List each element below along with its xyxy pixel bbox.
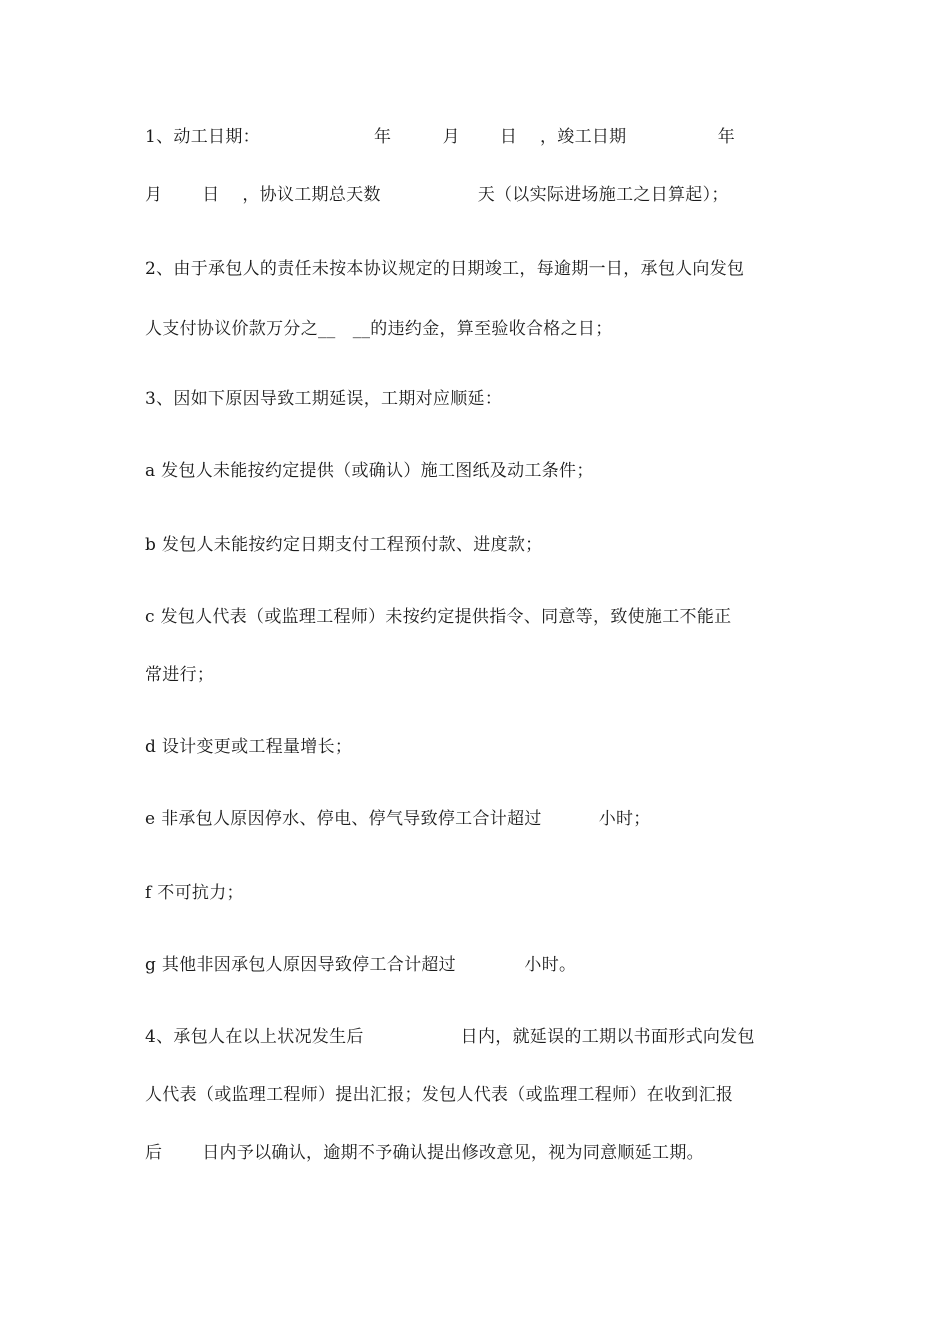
clause-2-line-1: 2、由于承包人的责任未按本协议规定的日期竣工，每逾期一日，承包人向发包 <box>145 259 745 279</box>
clause-3-item-f: f 不可抗力； <box>145 883 244 903</box>
clause-3-item-d: d 设计变更或工程量增长； <box>145 737 353 757</box>
clause-4-line-1: 4、承包人在以上状况发生后 日内，就延误的工期以书面形式向发包 <box>145 1027 755 1047</box>
clause-3-item-g: g 其他非因承包人原因导致停工合计超过 小时。 <box>145 955 577 975</box>
clause-3-item-c-line-1: c 发包人代表（或监理工程师）未按约定提供指令、同意等，致使施工不能正 <box>145 607 732 627</box>
clause-3-item-b: b 发包人未能按约定日期支付工程预付款、进度款； <box>145 535 543 555</box>
clause-1-line-2: 月 日 ，协议工期总天数 天（以实际进场施工之日算起）； <box>145 185 729 205</box>
clause-1-line-1: 1、动工日期： 年 月 日 ，竣工日期 年 <box>145 127 736 147</box>
clause-2-line-2: 人支付协议价款万分之__ __的违约金，算至验收合格之日； <box>145 319 613 339</box>
clause-3-item-a: a 发包人未能按约定提供（或确认）施工图纸及动工条件； <box>145 461 594 481</box>
clause-3-item-c-line-2: 常进行； <box>145 665 215 685</box>
clause-4-line-3: 后 日内予以确认，逾期不予确认提出修改意见，视为同意顺延工期。 <box>145 1143 704 1163</box>
clause-4-line-2: 人代表（或监理工程师）提出汇报；发包人代表（或监理工程师）在收到汇报 <box>145 1085 734 1105</box>
clause-3-heading: 3、因如下原因导致工期延误，工期对应顺延： <box>145 389 503 409</box>
clause-3-item-e: e 非承包人原因停水、停电、停气导致停工合计超过 小时； <box>145 809 651 829</box>
